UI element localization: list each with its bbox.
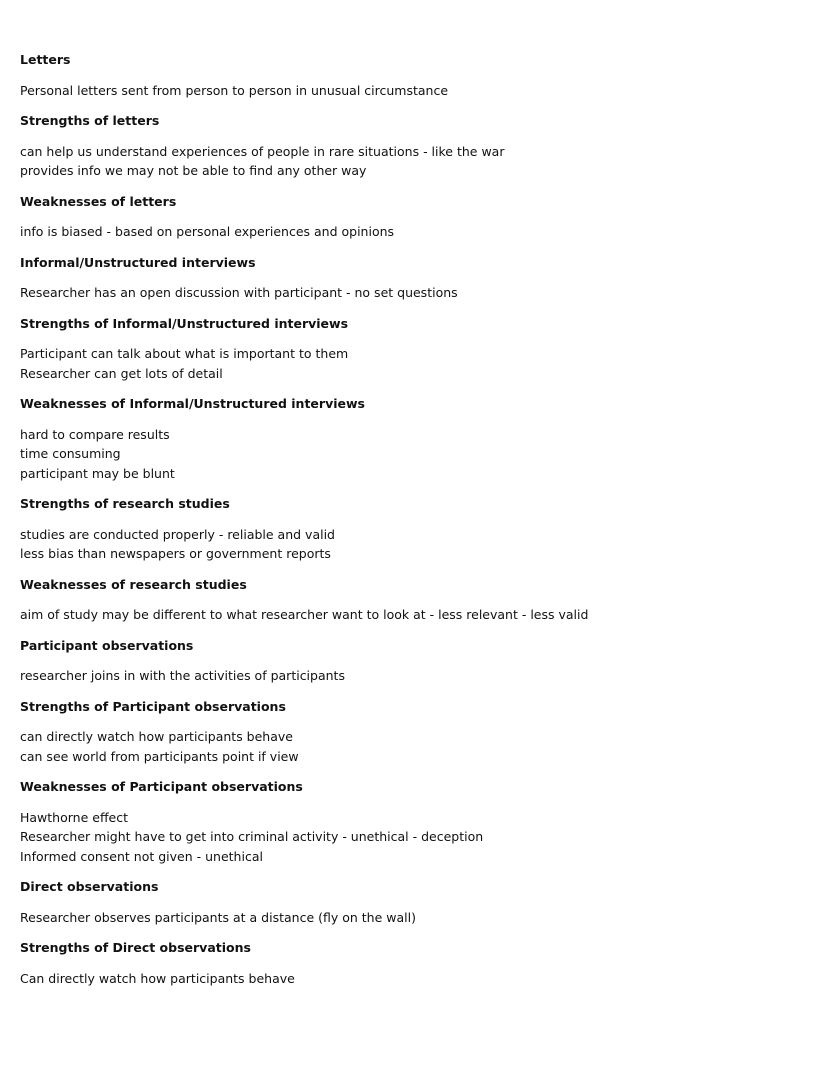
- section-body: [20, 283, 810, 303]
- body-line: Researcher might have to get into criminal activity - unethical - deception: [20, 829, 484, 844]
- section-heading: Weaknesses of research studies: [20, 576, 247, 592]
- section-heading: Strengths of Participant observations: [20, 698, 286, 714]
- body-line: Hawthorne effect: [20, 809, 129, 825]
- body-line: participant may be blunt: [20, 465, 175, 481]
- section-strengths-of-participant-observations: [20, 697, 810, 767]
- body-line: can see world from participants point if view: [20, 748, 299, 764]
- section-body: [20, 344, 810, 383]
- section-strengths-of-unstructured-interviews: [20, 314, 810, 384]
- body-line: Researcher has an open discussion with participant - no set questions: [20, 285, 458, 300]
- section-heading: Strengths of Direct observations: [20, 940, 251, 955]
- section-strengths-of-direct-observations: [20, 938, 810, 988]
- body-line: time consuming: [20, 446, 121, 461]
- body-line: can directly watch how participants behave: [20, 729, 293, 744]
- section-weaknesses-of-letters: [20, 192, 810, 242]
- section-heading: Strengths of letters: [20, 113, 160, 128]
- body-line: Informed consent not given - unethical: [20, 848, 263, 864]
- body-line: studies are conducted properly - reliable and valid: [20, 526, 335, 542]
- body-line: Personal letters sent from person to person in unusual circumstance: [20, 82, 449, 98]
- body-line: Researcher can get lots of detail: [20, 365, 223, 381]
- section-body: [20, 969, 810, 989]
- section-body: [20, 222, 810, 242]
- section-body: [20, 142, 810, 181]
- section-heading: Strengths of research studies: [20, 496, 230, 511]
- body-line: Participant can talk about what is important to them: [20, 346, 349, 361]
- section-body: [20, 666, 810, 686]
- body-line: hard to compare results: [20, 426, 170, 442]
- section-participant-observations: [20, 636, 810, 686]
- section-body: [20, 525, 810, 564]
- section-heading: Strengths of Informal/Unstructured interviews: [20, 315, 349, 331]
- section-body: [20, 605, 810, 625]
- section-weaknesses-of-unstructured-interviews: [20, 394, 810, 483]
- body-line: less bias than newspapers or government reports: [20, 546, 331, 561]
- section-weaknesses-of-research-studies: [20, 575, 810, 625]
- section-heading: Informal/Unstructured interviews: [20, 254, 256, 270]
- body-line: Researcher observes participants at a distance (fly on the wall): [20, 909, 416, 925]
- section-heading: Letters: [20, 52, 71, 67]
- section-weaknesses-of-participant-observations: [20, 777, 810, 866]
- section-body: [20, 808, 810, 867]
- body-line: Can directly watch how participants behave: [20, 970, 295, 986]
- body-line: can help us understand experiences of people in rare situations - like the war: [20, 143, 505, 159]
- body-line: provides info we may not be able to find any other way: [20, 163, 367, 178]
- body-line: researcher joins in with the activities of participants: [20, 668, 345, 683]
- section-body: [20, 425, 810, 484]
- body-line: info is biased - based on personal experiences and opinions: [20, 224, 395, 239]
- section-letters: [20, 50, 810, 100]
- section-heading: Direct observations: [20, 879, 159, 894]
- document-page: [20, 50, 810, 999]
- section-body: [20, 81, 810, 101]
- body-line: aim of study may be different to what researcher want to look at - less relevant - less valid: [20, 607, 589, 622]
- section-heading: Weaknesses of Informal/Unstructured interviews: [20, 396, 365, 411]
- section-body: [20, 727, 810, 766]
- section-strengths-of-research-studies: [20, 494, 810, 564]
- section-unstructured-interviews: [20, 253, 810, 303]
- section-heading: Weaknesses of Participant observations: [20, 779, 303, 794]
- section-heading: Participant observations: [20, 637, 194, 653]
- section-body: [20, 908, 810, 928]
- section-direct-observations: [20, 877, 810, 927]
- section-strengths-of-letters: [20, 111, 810, 181]
- section-heading: Weaknesses of letters: [20, 193, 177, 209]
